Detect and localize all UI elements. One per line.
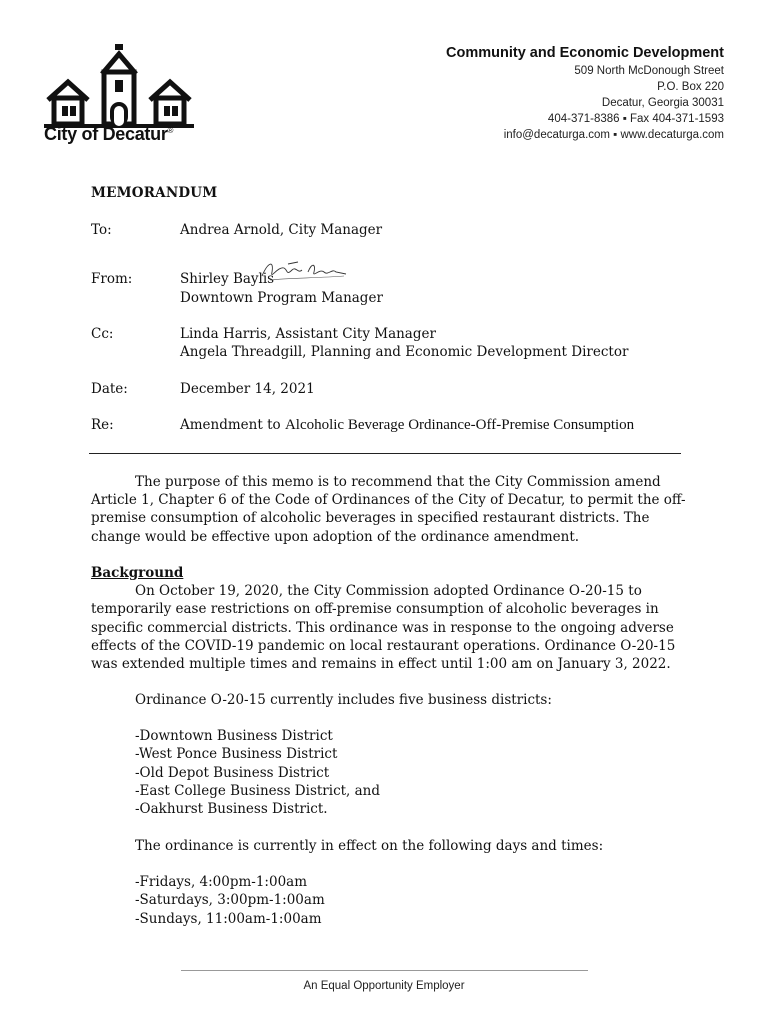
background-heading: Background	[91, 565, 184, 581]
footer-divider	[181, 970, 588, 971]
footer-text: An Equal Opportunity Employer	[303, 980, 465, 992]
times-section	[91, 837, 691, 928]
cc-label: Cc:	[91, 326, 114, 342]
from-title: Downtown Program Manager	[180, 290, 383, 306]
list-item: -Oakhurst Business District.	[135, 801, 328, 818]
header-divider	[89, 453, 681, 454]
cc-line-1: Linda Harris, Assistant City Manager	[180, 326, 436, 342]
list-item: -West Ponce Business District	[135, 746, 338, 763]
address-street: 509 North McDonough Street	[574, 65, 724, 77]
list-item: -Sundays, 11:00am-1:00am	[135, 910, 322, 927]
districts-intro: Ordinance O-20-15 currently includes five business districts:	[135, 692, 552, 708]
memo-title: MEMORANDUM	[91, 185, 218, 201]
email-website: info@decaturga.com ▪ www.decaturga.com	[503, 129, 724, 141]
address-city: Decatur, Georgia 30031	[601, 97, 724, 109]
cc-line-2: Angela Threadgill, Planning and Economic Development Director	[180, 344, 629, 360]
background-paragraph: On October 19, 2020, the City Commission adopted Ordinance O-20-15 to temporarily ease restrictions on off-premise consumption of alcoholic beverages in specific commercial districts. This ordinance was in response to the ongoing adverse effects of the COVID-19 pandemic on local restaurant operations. Ordinance O-20-15 was extended multiple times and remains in effect until 1:00 am on January 3, 2022.	[91, 583, 676, 673]
list-item: -East College Business District, and	[135, 782, 381, 799]
to-label: To:	[91, 222, 112, 238]
re-value	[180, 416, 634, 434]
date-label: Date:	[91, 381, 128, 397]
department-name: Community and Economic Development	[446, 45, 724, 61]
from-name: Shirley Baylis	[180, 271, 275, 287]
logo-wordmark: City of Decatur®	[44, 124, 174, 144]
background-section	[91, 564, 691, 673]
times-intro: The ordinance is currently in effect on the following days and times:	[135, 838, 604, 854]
list-item: -Old Depot Business District	[135, 764, 330, 781]
districts-section	[91, 691, 691, 818]
list-item: -Saturdays, 3:00pm-1:00am	[135, 892, 325, 909]
list-item: -Downtown Business District	[135, 728, 333, 745]
list-item: -Fridays, 4:00pm-1:00am	[135, 874, 308, 891]
re-subject: Alcoholic Beverage Ordinance-Off-Premise Consumption	[284, 417, 635, 433]
letterhead-contact	[446, 44, 724, 143]
re-label: Re:	[91, 417, 114, 433]
from-label: From:	[91, 271, 133, 287]
to-value: Andrea Arnold, City Manager	[180, 222, 383, 238]
date-value: December 14, 2021	[180, 381, 315, 397]
phone-fax: 404-371-8386 ▪ Fax 404-371-1593	[547, 113, 724, 125]
address-po-box: P.O. Box 220	[657, 81, 724, 93]
signature-image	[258, 258, 348, 284]
re-prefix: Amendment to	[180, 417, 281, 433]
intro-paragraph: The purpose of this memo is to recommend that the City Commission amend Article 1, Chapter 6 of the Code of Ordinances of the City of Decatur, to permit the off-premise consumption of alcoholic beverages in specified restaurant districts. The change would be effective upon adoption of the ordinance amendment.	[91, 474, 686, 545]
